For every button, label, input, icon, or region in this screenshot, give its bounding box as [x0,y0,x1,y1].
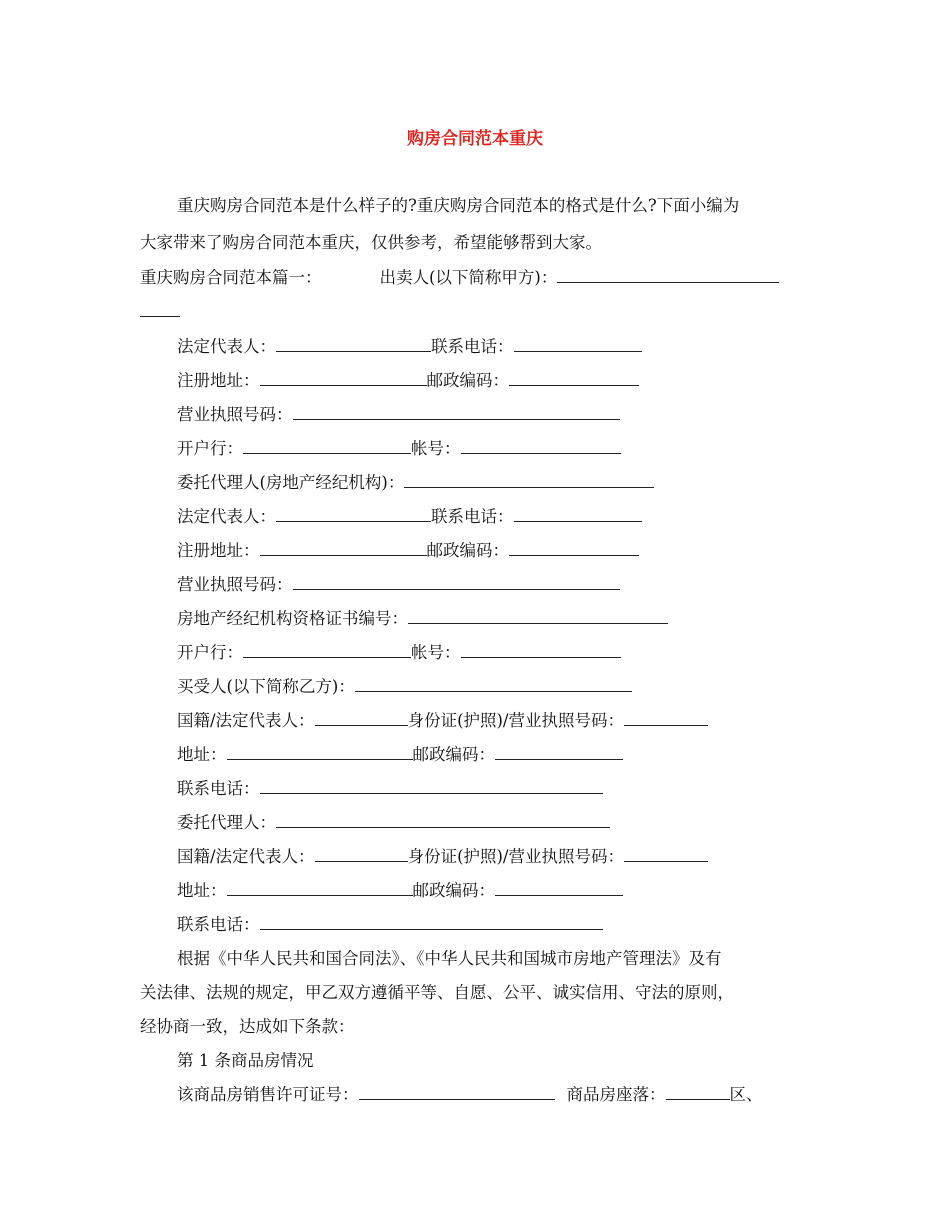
business-license-label: 营业执照号码： [177,575,293,594]
seller-blank[interactable] [557,268,779,283]
district-label: 区、 [729,1085,763,1104]
phone-blank[interactable] [260,915,603,930]
account-blank[interactable] [461,643,621,658]
nationality-label: 国籍/法定代表人： [177,711,315,730]
bank-label: 开户行： [177,643,243,662]
postal-code-blank[interactable] [509,371,639,386]
phone-row-2 [177,915,603,935]
agency-cert-label: 房地产经纪机构资格证书编号： [177,609,408,628]
permit-label: 该商品房销售许可证号： [177,1085,359,1104]
buyer-label: 买受人(以下简称乙方)： [177,677,355,696]
agent-blank[interactable] [276,813,610,828]
postal-code-blank[interactable] [509,541,639,556]
location-label: 商品房座落： [566,1085,666,1104]
business-license-row-1 [177,405,620,425]
document-title: 购房合同范本重庆 [407,129,543,149]
reg-address-row-1 [177,371,639,391]
bank-row-1 [177,439,621,459]
legal-rep-label: 法定代表人： [177,507,276,526]
legal-basis-line-3: 经协商一致，达成如下条款： [140,1017,355,1036]
permit-blank[interactable] [359,1085,555,1100]
seller-row [140,268,779,288]
agent-label: 委托代理人(房地产经纪机构)： [177,473,405,492]
account-label: 帐号： [411,643,461,662]
reg-address-blank[interactable] [260,541,427,556]
address-label: 地址： [177,745,227,764]
reg-address-blank[interactable] [260,371,427,386]
agent-blank[interactable] [404,473,654,488]
business-license-blank[interactable] [293,575,620,590]
contact-phone-blank[interactable] [514,507,642,522]
legal-rep-label: 法定代表人： [177,337,276,356]
reg-address-label: 注册地址： [177,541,260,560]
buyer-blank[interactable] [355,677,632,692]
id-label: 身份证(护照)/营业执照号码： [407,711,624,730]
account-blank[interactable] [461,439,621,454]
seller-blank-continued [140,302,180,322]
agent-label: 委托代理人： [177,813,276,832]
postal-code-blank[interactable] [495,881,623,896]
postal-code-label: 邮政编码： [426,541,509,560]
business-license-row-2 [177,575,620,595]
bank-blank[interactable] [243,643,411,658]
reg-address-label: 注册地址： [177,371,260,390]
agency-cert-blank[interactable] [408,609,668,624]
address-label: 地址： [177,881,227,900]
seller-label: 出卖人(以下简称甲方)： [379,268,558,287]
buyer-row [177,677,632,697]
postal-code-label: 邮政编码： [426,371,509,390]
id-blank[interactable] [624,711,708,726]
agency-cert-row [177,609,668,629]
postal-code-label: 邮政编码： [412,881,495,900]
phone-blank[interactable] [260,779,603,794]
nationality-row-2 [177,847,708,867]
nationality-label: 国籍/法定代表人： [177,847,315,866]
legal-rep-row-2 [177,507,642,527]
legal-rep-blank[interactable] [276,337,431,352]
phone-label: 联系电话： [177,779,260,798]
phone-row-1 [177,779,603,799]
business-license-blank[interactable] [293,405,620,420]
postal-code-blank[interactable] [495,745,623,760]
bank-blank[interactable] [243,439,411,454]
agent-row [177,473,654,493]
address-row-1 [177,745,623,765]
legal-rep-row-1 [177,337,642,357]
seller-blank-2[interactable] [140,302,180,317]
bank-row-2 [177,643,621,663]
business-license-label: 营业执照号码： [177,405,293,424]
legal-basis-line-2: 关法律、法规的规定，甲乙双方遵循平等、自愿、公平、诚实信用、守法的原则， [140,983,734,1002]
legal-basis-line-1: 根据《中华人民共和国合同法》、《中华人民共和国城市房地产管理法》及有 [177,949,722,968]
location-blank[interactable] [666,1085,730,1100]
reg-address-row-2 [177,541,639,561]
intro-line-1: 重庆购房合同范本是什么样子的?重庆购房合同范本的格式是什么?下面小编为 [177,196,740,215]
address-row-2 [177,881,623,901]
bank-label: 开户行： [177,439,243,458]
article1-permit-row [177,1085,763,1105]
phone-label: 联系电话： [177,915,260,934]
agent-row-2 [177,813,610,833]
contact-phone-label: 联系电话： [431,337,514,356]
legal-rep-blank[interactable] [276,507,431,522]
nationality-blank[interactable] [315,711,408,726]
postal-code-label: 邮政编码： [412,745,495,764]
contact-phone-blank[interactable] [514,337,642,352]
section-heading: 重庆购房合同范本篇一： [140,268,322,287]
nationality-blank[interactable] [315,847,408,862]
address-blank[interactable] [227,881,413,896]
article1-heading: 第 1 条商品房情况 [177,1051,314,1070]
address-blank[interactable] [227,745,413,760]
account-label: 帐号： [411,439,461,458]
contact-phone-label: 联系电话： [431,507,514,526]
id-label: 身份证(护照)/营业执照号码： [407,847,624,866]
id-blank[interactable] [624,847,708,862]
intro-line-2: 大家带来了购房合同范本重庆，仅供参考，希望能够帮到大家。 [140,233,602,252]
nationality-row-1 [177,711,708,731]
